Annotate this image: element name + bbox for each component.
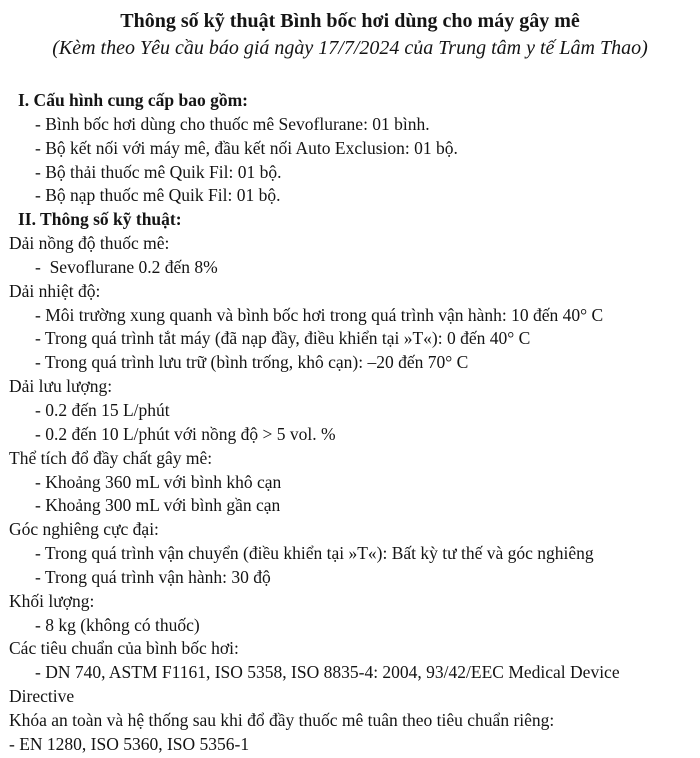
- document-title: Thông số kỹ thuật Bình bốc hơi dùng cho máy gây mê: [120, 10, 580, 32]
- spec-item-line: - DN 740, ASTM F1161, ISO 5358, ISO 8835-4: 2004, 93/42/EEC Medical Device Directive: [9, 662, 624, 707]
- spec-item-line: - Bình bốc hơi dùng cho thuốc mê Sevoflurane: 01 bình.: [35, 113, 430, 134]
- spec-category-line: Khối lượng:: [9, 590, 95, 611]
- spec-item-line: - Trong quá trình tắt máy (đã nạp đầy, điều khiển tại »T«): 0 đến 40° C: [35, 328, 531, 349]
- spec-content: [0, 89, 652, 757]
- spec-item-line: - Trong quá trình vận hành: 30 độ: [35, 566, 271, 587]
- spec-item-line: - Trong quá trình lưu trữ (bình trống, khô cạn): –20 đến 70° C: [35, 352, 469, 373]
- spec-item-line: - Khoảng 300 mL với bình gần cạn: [35, 495, 281, 516]
- spec-category-line: Khóa an toàn và hệ thống sau khi đổ đầy thuốc mê tuân theo tiêu chuẩn riêng:: [9, 709, 555, 730]
- spec-category-line: Góc nghiêng cực đại:: [9, 519, 159, 540]
- spec-category-line: Các tiêu chuẩn của bình bốc hơi:: [9, 638, 239, 659]
- spec-item-line: - Sevoflurane 0.2 đến 8%: [35, 256, 218, 277]
- spec-item-line: - 0.2 đến 10 L/phút với nồng độ > 5 vol. %: [35, 423, 336, 444]
- spec-item-line: - Bộ thải thuốc mê Quik Fil: 01 bộ.: [35, 161, 282, 182]
- section-heading: II. Thông số kỹ thuật:: [18, 209, 182, 230]
- spec-item-line: - Bộ nạp thuốc mê Quik Fil: 01 bộ.: [35, 185, 281, 206]
- spec-item-line: - Bộ kết nối với máy mê, đầu kết nối Auto Exclusion: 01 bộ.: [35, 137, 458, 158]
- spec-category-line: Dải nhiệt độ:: [9, 280, 101, 301]
- spec-item-line: - Khoảng 360 mL với bình khô cạn: [35, 471, 282, 492]
- spec-item-line: - Trong quá trình vận chuyển (điều khiển tại »T«): Bất kỳ tư thế và góc nghiêng: [35, 543, 594, 564]
- spec-item-line: - Môi trường xung quanh và bình bốc hơi trong quá trình vận hành: 10 đến 40° C: [35, 304, 604, 325]
- spec-item-line: - 8 kg (không có thuốc): [35, 614, 200, 635]
- spec-category-line: Dải lưu lượng:: [9, 376, 113, 397]
- spec-item-line: - 0.2 đến 15 L/phút: [35, 399, 170, 420]
- spec-category-line: - EN 1280, ISO 5360, ISO 5356-1: [9, 733, 250, 754]
- section-heading: I. Cấu hình cung cấp bao gồm:: [18, 90, 248, 110]
- spec-category-line: Dải nồng độ thuốc mê:: [9, 233, 170, 254]
- spec-category-line: Thể tích đổ đầy chất gây mê:: [9, 447, 213, 468]
- document-subtitle: (Kèm theo Yêu cầu báo giá ngày 17/7/2024 của Trung tâm y tế Lâm Thao): [52, 37, 648, 59]
